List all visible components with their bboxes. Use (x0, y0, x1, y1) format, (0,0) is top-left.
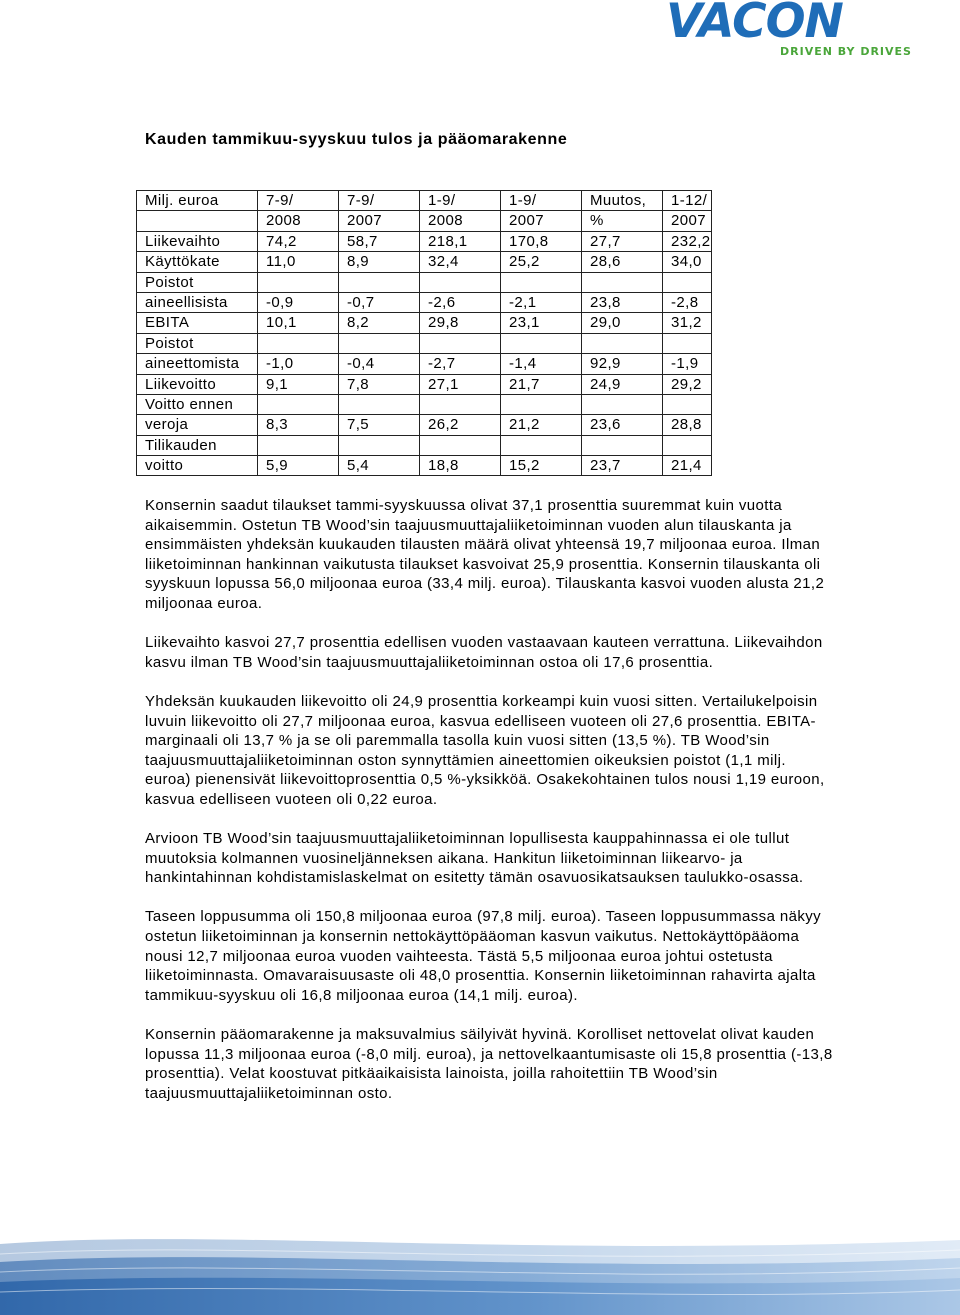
value-cell: 218,1 (420, 231, 501, 251)
row-label-cell: Voitto ennen (137, 394, 258, 414)
table-row (137, 292, 712, 312)
table-row (137, 333, 712, 353)
value-cell (420, 333, 501, 353)
row-label-cell: Liikevaihto (137, 231, 258, 251)
paragraph-revenue: Liikevaihto kasvoi 27,7 prosenttia edellisen vuoden vastaavaan kauteen verrattuna. Liikevaihdon kasvu ilman TB Wood’sin taajuusmuuttajaliiketoiminnan ostoa oli 17,6 prosenttia. (145, 634, 823, 671)
table-row (137, 456, 712, 476)
value-cell (420, 394, 501, 414)
value-cell: 2007 (501, 211, 582, 231)
value-cell: 7-9/ (258, 191, 339, 211)
value-cell: 5,9 (258, 456, 339, 476)
paragraph-balance-sheet: Taseen loppusumma oli 150,8 miljoonaa euroa (97,8 milj. euroa). Taseen loppusummassa näkyy ostetun liiketoiminnan ja konsernin nettokäyttöpääoman kasvun vaikutus. Nettokäyttöpääoma nousi 12,7 miljoonaa euroa vuoden vaihteesta. Tästä 5,5 miljoonaa euroa johtui ostetusta liiketoiminnasta. Omavaraisuusaste oli 48,0 prosenttia. Konsernin liiketoiminnan rahavirta ajalta tammikuu-syyskuu oli 16,8 miljoonaa euroa (14,1 milj. euroa). (145, 908, 822, 1004)
value-cell: 21,7 (501, 374, 582, 394)
paragraph-operating-profit: Yhdeksän kuukauden liikevoitto oli 24,9 prosenttia korkeampi kuin vuosi sitten. Vertailukelpoisin luvuin liikevoitto oli 27,7 miljoonaa euroa, kasvua edelliseen vuoteen oli 27,6 prosenttia. EBITA-marginaali oli 13,7 % ja se oli paremmalla tasolla kuin vuosi sitten (13,5 %). TB Wood’sin taajuusmuuttajaliiketoiminnan oston synnyttämien aineettomien oikeuksien poistot (1,1 milj. euroa) pienensivät liikevoittoprosenttia 0,5 %-yksikköä. Osakekohtainen tulos nousi 1,19 euroon, kasvua edelliseen vuoteen oli 0,22 euroa. (145, 692, 825, 808)
value-cell (663, 333, 712, 353)
value-cell: 5,4 (339, 456, 420, 476)
value-cell (501, 394, 582, 414)
value-cell (663, 272, 712, 292)
table-row (137, 435, 712, 455)
value-cell (339, 272, 420, 292)
results-table-body (137, 191, 712, 476)
value-cell: Muutos, (582, 191, 663, 211)
value-cell: -2,6 (420, 292, 501, 312)
value-cell (582, 394, 663, 414)
row-label-cell: Poistot (137, 272, 258, 292)
paragraph-orders: Konsernin saadut tilaukset tammi-syyskuussa olivat 37,1 prosenttia suuremmat kuin vuotta aikaisemmin. Ostetun TB Wood’sin taajuusmuuttajaliiketoiminnan vuoden alun tilauskanta ja ensimmäisten yhdeksän kuukauden tilausten määrä olivat yhteensä 19,7 miljoonaa euroa. Ilman liiketoiminnan hankinnan vaikutusta tilaukset kasvoivat 25,9 prosenttia. Konsernin tilauskanta oli syyskuun lopussa 56,0 miljoonaa euroa (33,4 milj. euroa). Tilauskanta kasvoi vuoden alusta 21,2 miljoonaa euroa. (145, 497, 825, 612)
value-cell (501, 333, 582, 353)
value-cell: 18,8 (420, 456, 501, 476)
value-cell: 1-9/ (420, 191, 501, 211)
value-cell (420, 272, 501, 292)
report-text (145, 496, 835, 1123)
table-row (137, 415, 712, 435)
value-cell: 7,8 (339, 374, 420, 394)
value-cell: 7-9/ (339, 191, 420, 211)
row-label-cell: Käyttökate (137, 252, 258, 272)
value-cell: 23,1 (501, 313, 582, 333)
value-cell: 23,8 (582, 292, 663, 312)
value-cell (582, 435, 663, 455)
page-title: Kauden tammikuu-syyskuu tulos ja pääomarakenne (145, 131, 568, 148)
value-cell: 27,1 (420, 374, 501, 394)
value-cell: 8,2 (339, 313, 420, 333)
row-label-cell (137, 211, 258, 231)
value-cell: -2,7 (420, 354, 501, 374)
value-cell: 29,8 (420, 313, 501, 333)
value-cell: -0,4 (339, 354, 420, 374)
value-cell: -2,8 (663, 292, 712, 312)
value-cell: 32,4 (420, 252, 501, 272)
value-cell: 10,1 (258, 313, 339, 333)
row-label-cell: veroja (137, 415, 258, 435)
value-cell (258, 333, 339, 353)
row-label-cell: Liikevoitto (137, 374, 258, 394)
value-cell (420, 435, 501, 455)
value-cell: 24,9 (582, 374, 663, 394)
table-row (137, 231, 712, 251)
value-cell: % (582, 211, 663, 231)
table-row (137, 313, 712, 333)
results-table (136, 190, 712, 476)
value-cell: -1,4 (501, 354, 582, 374)
table-row (137, 354, 712, 374)
paragraph-acquisition: Arvioon TB Wood’sin taajuusmuuttajaliiketoiminnan lopullisesta kauppahinnassa ei ole tullut muutoksia kolmannen vuosineljänneksen aikana. Hankitun liiketoiminnan liikearvo- ja hankintahinnan kohdistamislaskelmat on esitetty tämän osavuosikatsauksen taulukko-osassa. (145, 830, 804, 887)
logo-wordmark: VACON (666, 0, 843, 49)
value-cell: -0,9 (258, 292, 339, 312)
value-cell: 58,7 (339, 231, 420, 251)
footer-wave-decoration (0, 1232, 960, 1315)
value-cell: -1,0 (258, 354, 339, 374)
table-row (137, 191, 712, 211)
value-cell (258, 394, 339, 414)
value-cell: 21,2 (501, 415, 582, 435)
value-cell (582, 272, 663, 292)
value-cell (258, 272, 339, 292)
value-cell: 232,2 (663, 231, 712, 251)
value-cell: 74,2 (258, 231, 339, 251)
value-cell: -1,9 (663, 354, 712, 374)
value-cell (339, 435, 420, 455)
table-row (137, 374, 712, 394)
value-cell (339, 333, 420, 353)
value-cell: 27,7 (582, 231, 663, 251)
value-cell (258, 435, 339, 455)
value-cell: 26,2 (420, 415, 501, 435)
value-cell: 28,8 (663, 415, 712, 435)
table-row (137, 211, 712, 231)
paragraph-capital-structure: Konsernin pääomarakenne ja maksuvalmius säilyivät hyvinä. Korolliset nettovelat olivat kauden lopussa 11,3 miljoonaa euroa (-8,0 milj. euroa), ja nettovelkaantumisaste oli 15,8 prosenttia (-13,8 prosenttia). Velat koostuvat pitkäaikaisista lainoista, joilla rahoitettiin TB Wood’sin taajuusmuuttajaliiketoiminnan osto. (145, 1026, 833, 1102)
value-cell: 2007 (339, 211, 420, 231)
value-cell: 2007 (663, 211, 712, 231)
value-cell: 34,0 (663, 252, 712, 272)
row-label-cell: aineettomista (137, 354, 258, 374)
vacon-logo (662, 0, 932, 62)
value-cell: 21,4 (663, 456, 712, 476)
value-cell: 25,2 (501, 252, 582, 272)
row-label-cell: EBITA (137, 313, 258, 333)
table-row (137, 252, 712, 272)
value-cell (663, 394, 712, 414)
value-cell: 2008 (258, 211, 339, 231)
value-cell: 8,3 (258, 415, 339, 435)
value-cell (663, 435, 712, 455)
value-cell: -2,1 (501, 292, 582, 312)
value-cell: 11,0 (258, 252, 339, 272)
value-cell: 2008 (420, 211, 501, 231)
value-cell: 9,1 (258, 374, 339, 394)
row-label-cell: Milj. euroa (137, 191, 258, 211)
row-label-cell: aineellisista (137, 292, 258, 312)
value-cell (501, 435, 582, 455)
row-label-cell: Poistot (137, 333, 258, 353)
value-cell: 28,6 (582, 252, 663, 272)
value-cell: 29,0 (582, 313, 663, 333)
row-label-cell: Tilikauden (137, 435, 258, 455)
value-cell: 170,8 (501, 231, 582, 251)
logo-tagline: DRIVEN BY DRIVES (780, 45, 912, 58)
value-cell: 92,9 (582, 354, 663, 374)
table-row (137, 272, 712, 292)
table-row (137, 394, 712, 414)
row-label-cell: voitto (137, 456, 258, 476)
value-cell: 31,2 (663, 313, 712, 333)
value-cell: 1-12/ (663, 191, 712, 211)
value-cell: 15,2 (501, 456, 582, 476)
value-cell: 29,2 (663, 374, 712, 394)
value-cell (339, 394, 420, 414)
value-cell (501, 272, 582, 292)
value-cell: -0,7 (339, 292, 420, 312)
value-cell: 7,5 (339, 415, 420, 435)
value-cell: 8,9 (339, 252, 420, 272)
value-cell: 23,6 (582, 415, 663, 435)
value-cell: 23,7 (582, 456, 663, 476)
value-cell: 1-9/ (501, 191, 582, 211)
value-cell (582, 333, 663, 353)
